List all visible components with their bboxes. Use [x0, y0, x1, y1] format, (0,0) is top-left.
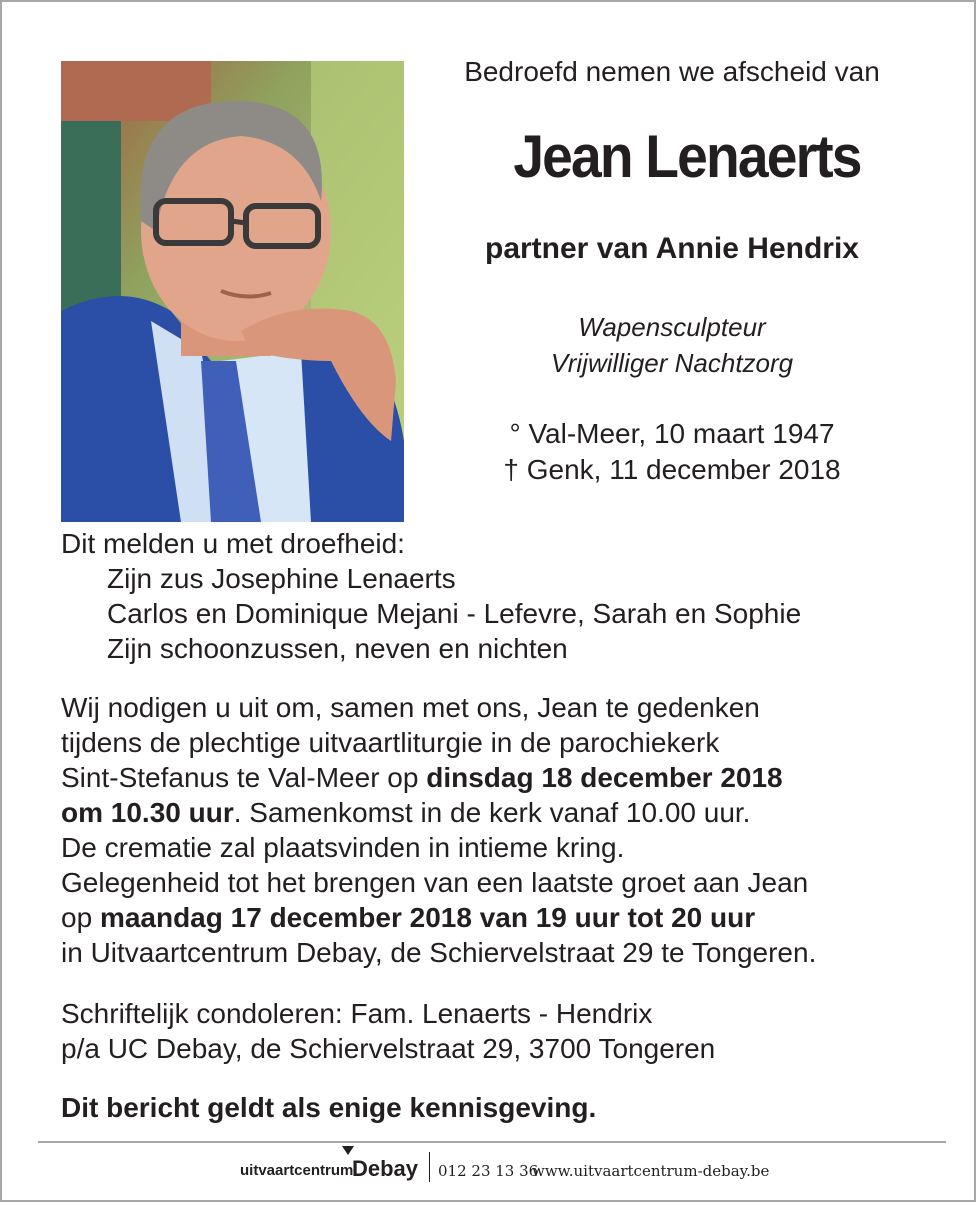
footer-separator	[429, 1152, 430, 1182]
brand-large: Debay	[352, 1156, 419, 1181]
portrait-illustration	[61, 61, 404, 522]
invite-line-7-plain: op	[61, 902, 100, 933]
funeral-date: dinsdag 18 december 2018	[426, 762, 783, 793]
death-line: † Genk, 11 december 2018	[503, 454, 841, 485]
invite-line-3	[61, 760, 816, 795]
occupation-1: Wapensculpteur	[578, 312, 766, 342]
intro-line: Bedroefd nemen we afscheid van	[464, 56, 880, 87]
invite-line-6: Gelegenheid tot het brengen van een laatste groet aan Jean	[61, 867, 809, 898]
deceased-name: Jean Lenaerts	[513, 123, 861, 190]
invite-line-7	[61, 900, 816, 935]
brand-triangle-icon	[342, 1146, 354, 1155]
invite-line-3-plain: Sint-Stefanus te Val-Meer op	[61, 762, 427, 793]
announce-lead: Dit melden u met droefheid:	[61, 528, 405, 559]
invite-line-1: Wij nodigen u uit om, samen met ons, Jean te gedenken	[61, 692, 760, 723]
invite-line-8: in Uitvaartcentrum Debay, de Schiervelstraat 29 te Tongeren.	[61, 937, 817, 968]
footer-divider	[38, 1141, 946, 1143]
birth-line: ° Val-Meer, 10 maart 1947	[509, 418, 835, 449]
occupation-2: Vrijwilliger Nachtzorg	[550, 348, 794, 378]
visitation-datetime: maandag 17 december 2018 van 19 uur tot 20 uur	[99, 902, 756, 933]
invite-line-5: De crematie zal plaatsvinden in intieme kring.	[61, 832, 625, 863]
phone-number: 012 23 13 36	[438, 1162, 539, 1180]
invite-line-4-plain: . Samenkomst in de kerk vanaf 10.00 uur.	[233, 797, 751, 828]
invite-paragraph	[61, 690, 816, 970]
funeral-time: om 10.30 uur	[61, 797, 234, 828]
notice-line: Dit bericht geldt als enige kennisgeving.	[61, 1092, 597, 1123]
footer	[2, 1152, 978, 1192]
brand-small: uitvaartcentrum	[240, 1162, 354, 1179]
condolence-line-1: Schriftelijk condoleren: Fam. Lenaerts - Hendrix	[61, 998, 653, 1029]
family-line-3: Zijn schoonzussen, neven en nichten	[107, 633, 568, 664]
partner-line: partner van Annie Hendrix	[485, 232, 859, 265]
condolence-line-2: p/a UC Debay, de Schiervelstraat 29, 3700 Tongeren	[61, 1033, 716, 1064]
invite-line-4	[61, 795, 816, 830]
family-line-2: Carlos en Dominique Mejani - Lefevre, Sarah en Sophie	[107, 598, 802, 629]
family-line-1: Zijn zus Josephine Lenaerts	[107, 563, 456, 594]
condolence-paragraph	[61, 996, 715, 1066]
invite-line-2: tijdens de plechtige uitvaartliturgie in de parochiekerk	[61, 727, 720, 758]
website-link[interactable]: www.uitvaartcentrum-debay.be	[532, 1162, 770, 1180]
portrait-photo	[61, 61, 404, 522]
